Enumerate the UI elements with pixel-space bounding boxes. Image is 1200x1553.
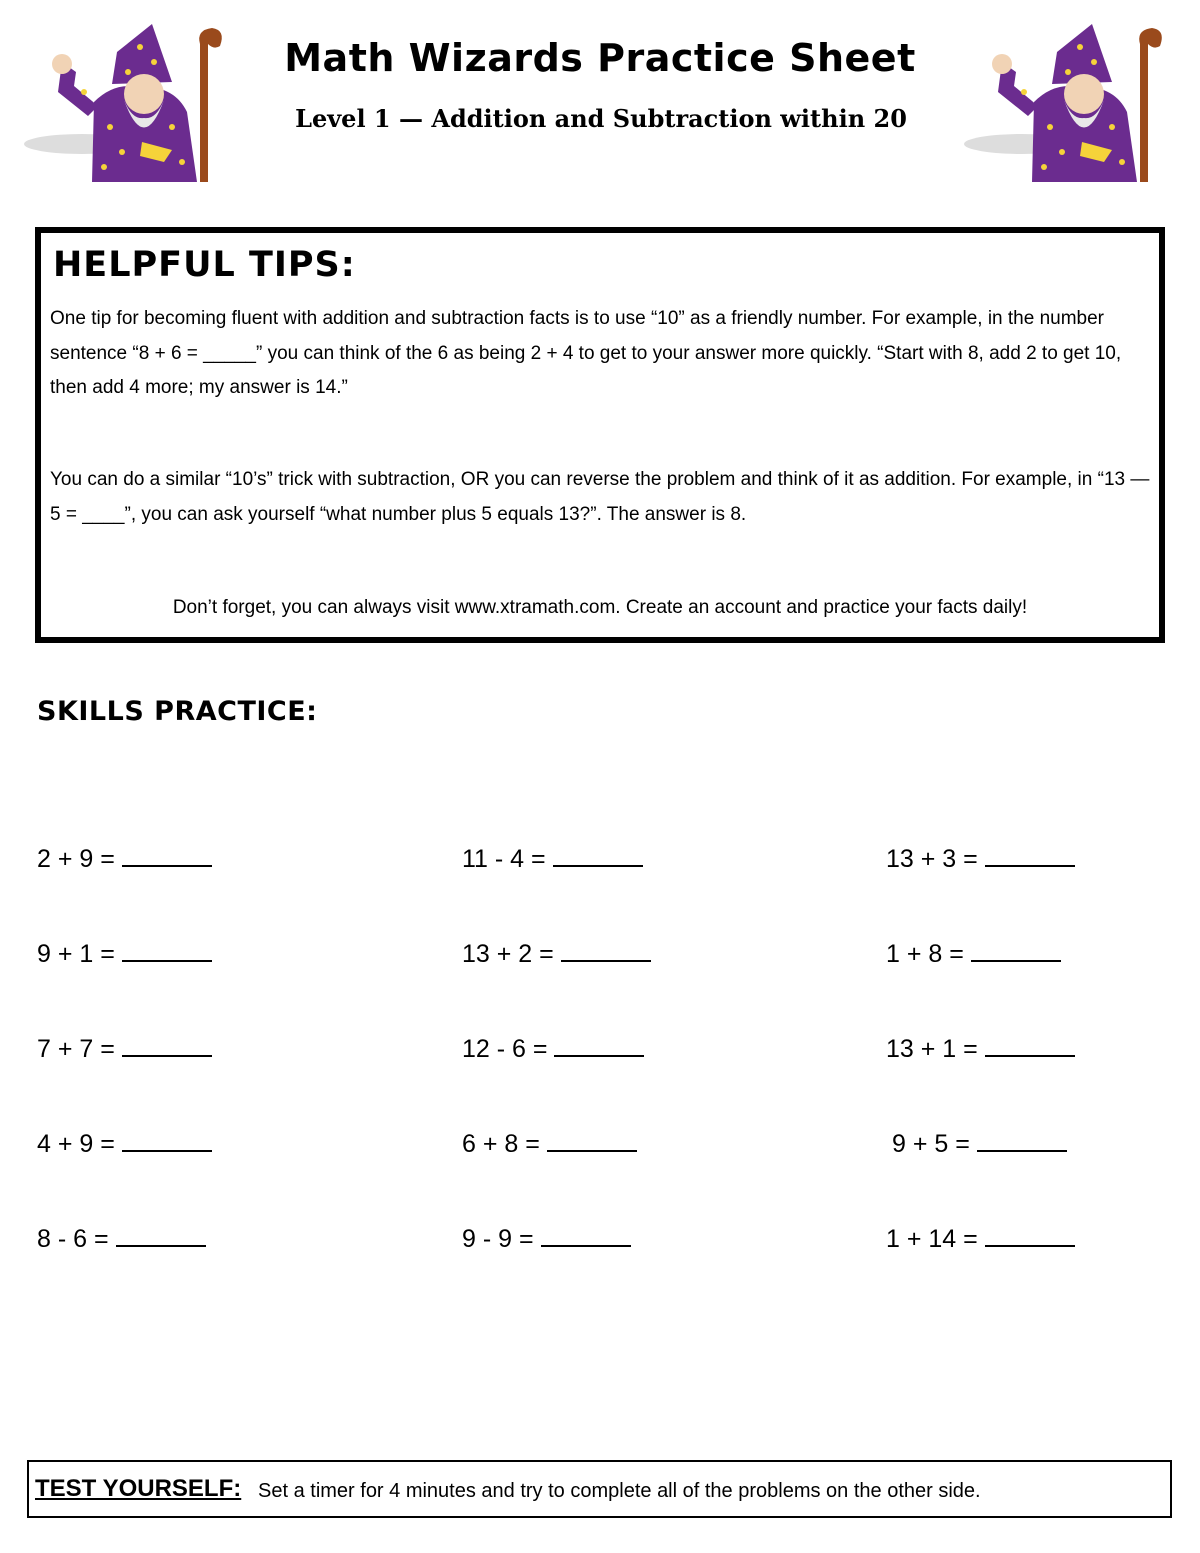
problem-text: 9 + 5 =	[892, 1130, 970, 1158]
answer-blank[interactable]	[554, 1033, 644, 1057]
answer-blank[interactable]	[985, 843, 1075, 867]
problem-text: 9 - 9 =	[462, 1225, 534, 1253]
problem-text: 12 - 6 =	[462, 1035, 548, 1063]
answer-blank[interactable]	[561, 938, 651, 962]
answer-blank[interactable]	[977, 1128, 1067, 1152]
problem-text: 1 + 8 =	[886, 940, 964, 968]
problem-text: 13 + 2 =	[462, 940, 554, 968]
answer-blank[interactable]	[553, 843, 643, 867]
test-yourself-label: TEST YOURSELF:	[35, 1475, 242, 1502]
test-yourself-box	[27, 1460, 1172, 1518]
problem-item	[462, 1033, 644, 1064]
helpful-tips-box	[35, 227, 1165, 643]
problem-item	[886, 1033, 1075, 1064]
problem-text: 7 + 7 =	[37, 1035, 115, 1063]
answer-blank[interactable]	[116, 1223, 206, 1247]
problem-text: 6 + 8 =	[462, 1130, 540, 1158]
problem-item	[886, 1223, 1075, 1254]
page-title: Math Wizards Practice Sheet	[284, 36, 916, 80]
answer-blank[interactable]	[985, 1033, 1075, 1057]
problem-item	[886, 843, 1075, 874]
wizard-right-icon	[962, 22, 1172, 187]
answer-blank[interactable]	[122, 938, 212, 962]
answer-blank[interactable]	[985, 1223, 1075, 1247]
problem-text: 9 + 1 =	[37, 940, 115, 968]
problem-item	[37, 938, 212, 969]
problem-item	[37, 1033, 212, 1064]
answer-blank[interactable]	[971, 938, 1061, 962]
problem-text: 13 + 1 =	[886, 1035, 978, 1063]
tips-paragraph-1: One tip for becoming fluent with addition and subtraction facts is to use “10” as a friendly number. For example, in the number sentence “8 + 6 = _____” you can think of the 6 as being 2 + 4 to get to your answer more quickly. “Start with 8, add 2 to get 10, then add 4 more; my answer is 14.”	[50, 308, 1122, 398]
problem-item	[37, 1128, 212, 1159]
answer-blank[interactable]	[547, 1128, 637, 1152]
tips-paragraph-2: You can do a similar “10’s” trick with subtraction, OR you can reverse the problem and think of it as addition. For example, in “13 — 5 = ____”, you can ask yourself “what number plus 5 equals 13?”. The answer is 8.	[50, 469, 1150, 525]
page-subtitle: Level 1 — Addition and Subtraction within 20	[295, 104, 907, 133]
problem-text: 8 - 6 =	[37, 1225, 109, 1253]
problem-item	[892, 1128, 1067, 1159]
problem-item	[462, 1223, 631, 1254]
answer-blank[interactable]	[541, 1223, 631, 1247]
answer-blank[interactable]	[122, 843, 212, 867]
skills-heading: SKILLS PRACTICE:	[37, 696, 318, 727]
wizard-left-icon	[22, 22, 232, 187]
problem-item	[37, 843, 212, 874]
problem-item	[462, 1128, 637, 1159]
problem-item	[886, 938, 1061, 969]
test-yourself-text: Set a timer for 4 minutes and try to complete all of the problems on the other side.	[258, 1480, 981, 1502]
problem-text: 1 + 14 =	[886, 1225, 978, 1253]
tips-reminder: Don’t forget, you can always visit www.xtramath.com. Create an account and practice your facts daily!	[172, 597, 1028, 618]
problem-text: 13 + 3 =	[886, 845, 978, 873]
problem-item	[462, 843, 643, 874]
problem-text: 2 + 9 =	[37, 845, 115, 873]
problem-item	[37, 1223, 206, 1254]
problem-text: 4 + 9 =	[37, 1130, 115, 1158]
tips-heading: HELPFUL TIPS:	[53, 245, 356, 285]
problem-item	[462, 938, 651, 969]
answer-blank[interactable]	[122, 1128, 212, 1152]
answer-blank[interactable]	[122, 1033, 212, 1057]
problem-text: 11 - 4 =	[462, 845, 546, 873]
